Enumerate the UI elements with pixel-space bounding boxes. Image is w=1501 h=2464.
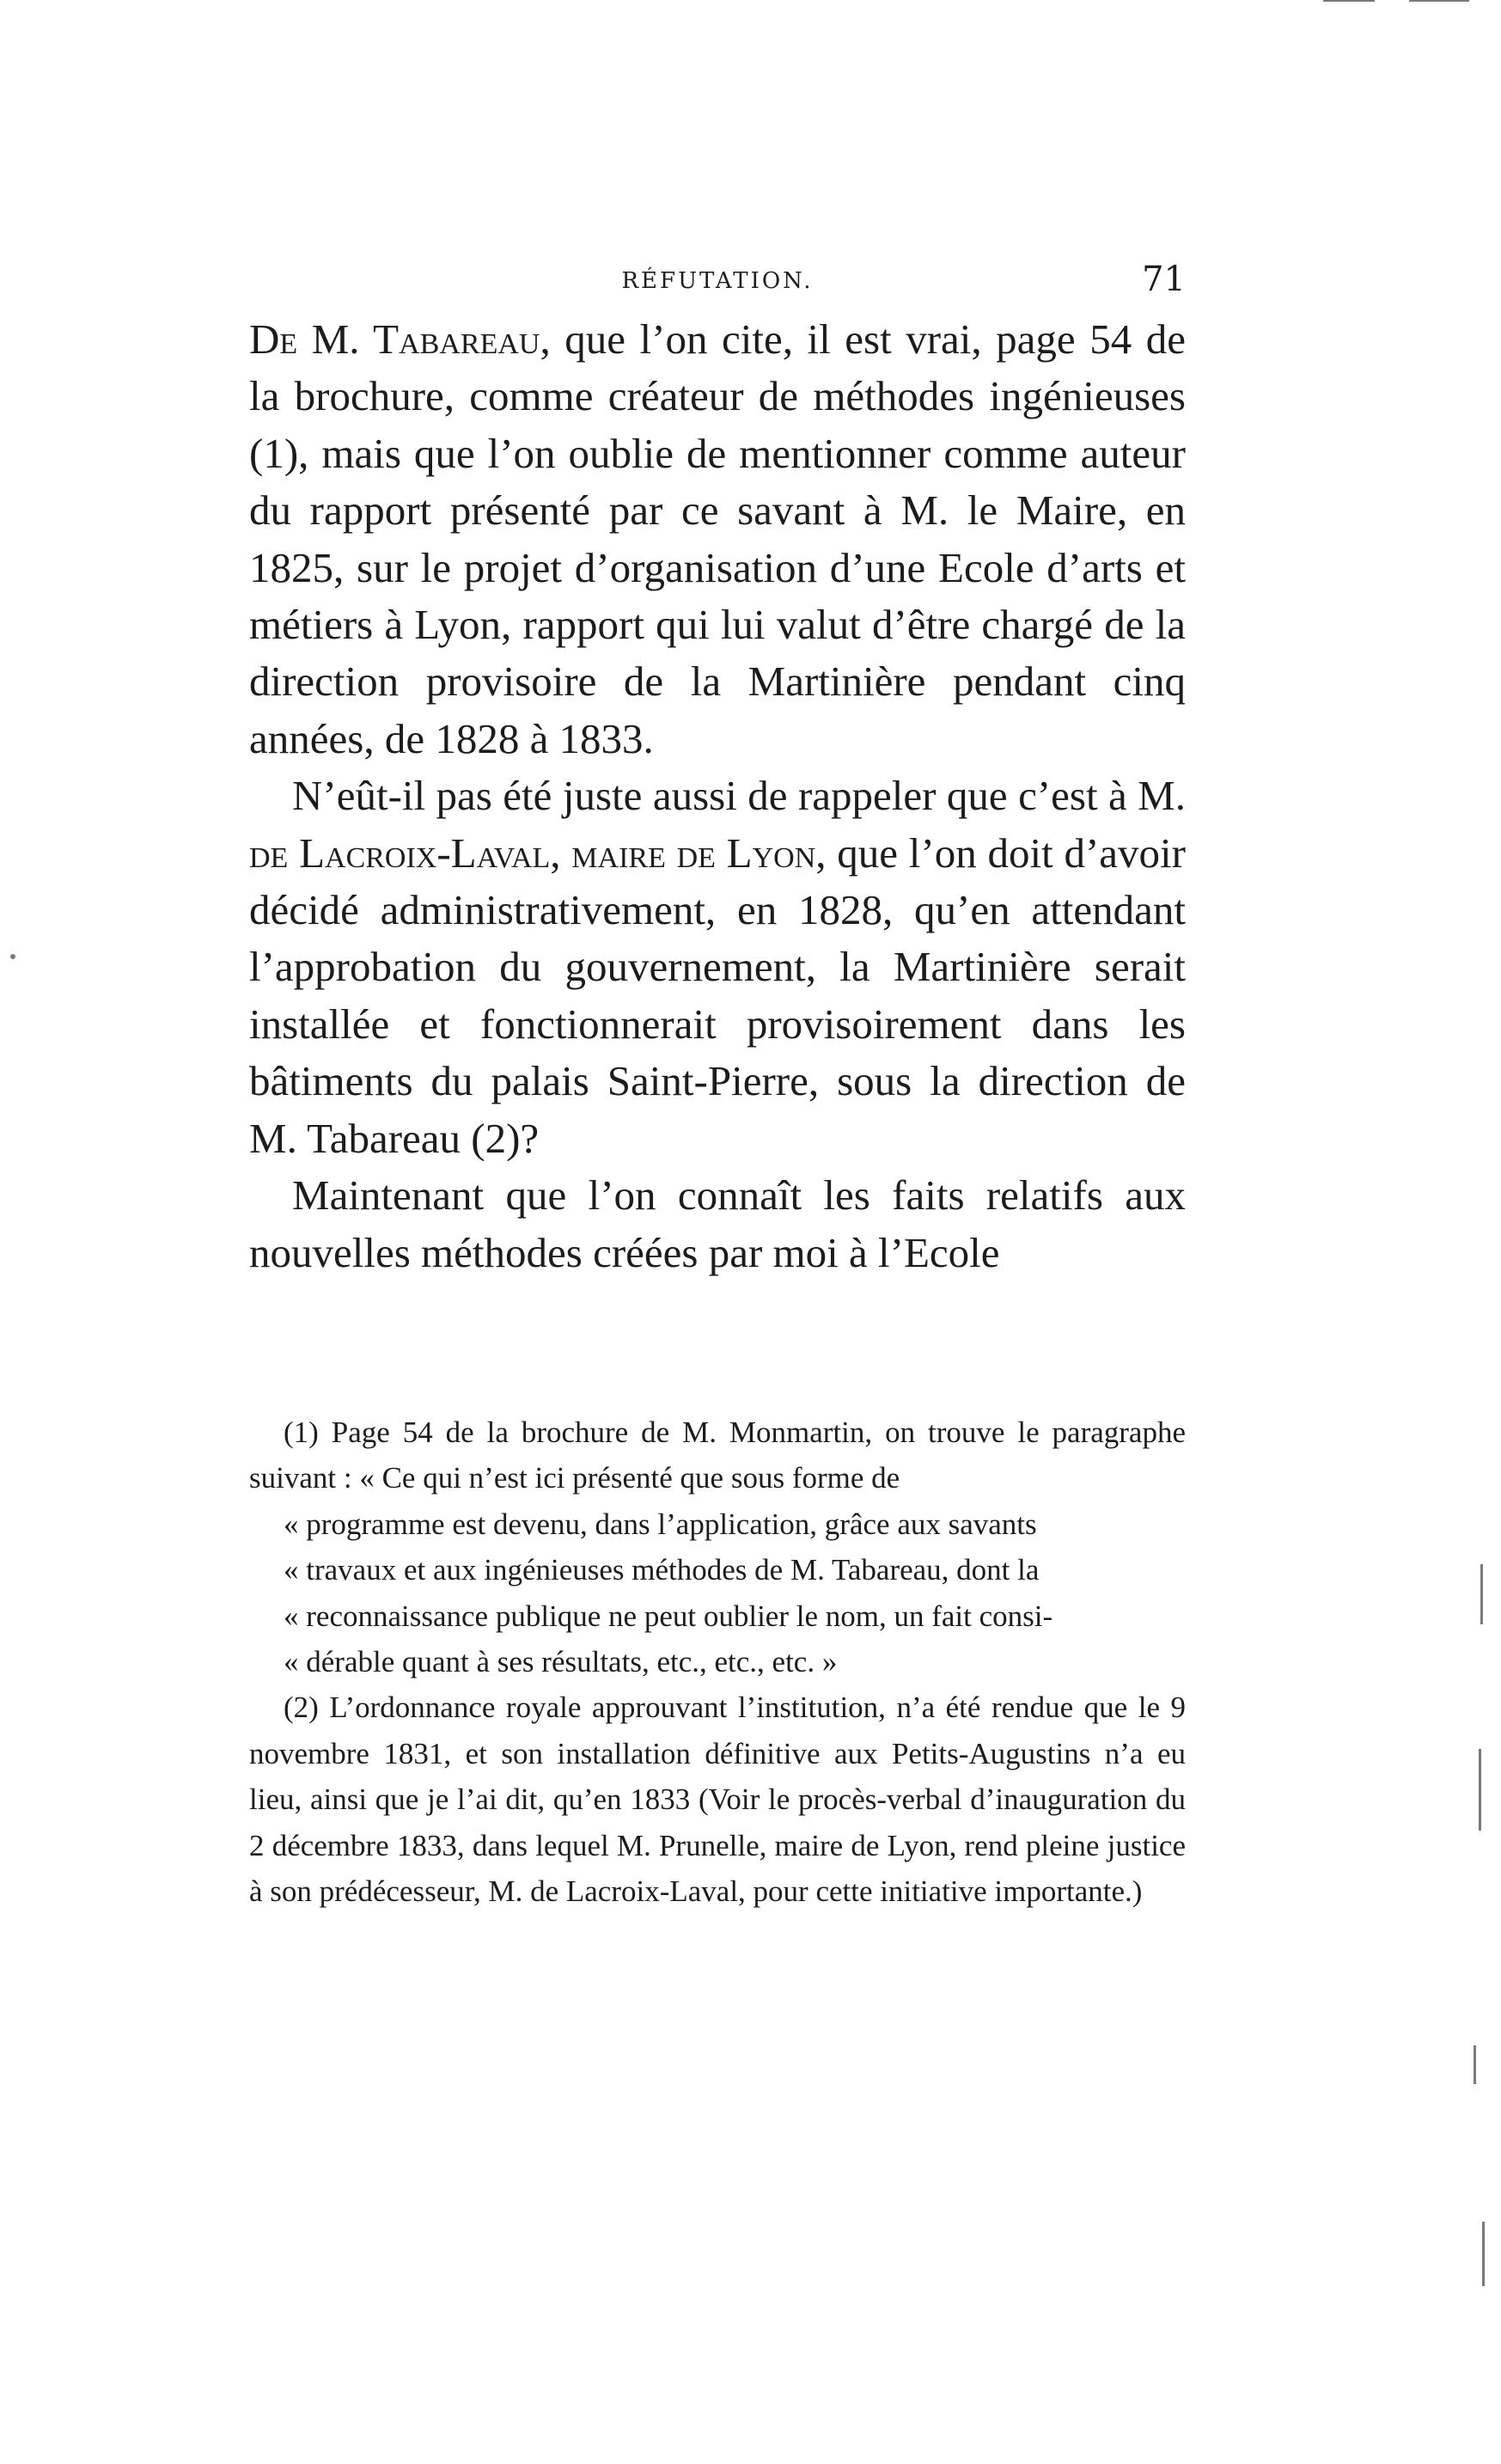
- footnote-1-quote-line: « travaux et aux ingénieuses méthodes de M. Tabareau, dont la: [284, 1553, 1040, 1587]
- paragraph-2: [249, 767, 1186, 1167]
- paragraph-2-text: , que l’on doit d’avoir décidé administrativement, en 1828, qu’en attendant l’approbation du gouvernement, la Martinière serait installée et fonctionnerait provisoirement dans les bâtiments du palais Saint-Pierre, sous la direction de M. Tabareau (2)?: [249, 828, 1186, 1162]
- running-title: RÉFUTATION.: [621, 268, 814, 294]
- footnotes: [249, 1409, 1186, 1914]
- page-number: 71: [1142, 260, 1186, 299]
- scan-mark: [1474, 2045, 1476, 2084]
- footnote-1-quote-line: « reconnaissance publique ne peut oublier le nom, un fait consi-: [284, 1599, 1053, 1633]
- person-name-tabareau: Tabareau: [373, 315, 540, 363]
- scan-mark: [1409, 0, 1469, 2]
- paragraph-1-text: , que l’on cite, il est vrai, page 54 de la brochure, comme créateur de méthodes ingénieuses (1), mais que l’on oublie de mentionner comme auteur du rapport présenté par ce savant à M. le Maire, en 1825, sur le projet d’organisation d’une Ecole d’arts et métiers à Lyon, rapport qui lui valut d’être chargé de la direction provisoire de la Martinière pendant cinq années, de 1828 à 1833.: [249, 315, 1186, 762]
- scan-mark: [1482, 2222, 1485, 2286]
- person-name-lacroix-laval: de Lacroix-Laval, maire de Lyon: [249, 828, 816, 877]
- paragraph-1-opening: De M.: [249, 315, 374, 363]
- body-text: [249, 311, 1186, 1281]
- footnote-1: [249, 1409, 1186, 1684]
- paragraph-1: [249, 311, 1186, 767]
- scan-mark: [1480, 1564, 1483, 1624]
- scan-mark: [1323, 0, 1375, 2]
- footnote-1-quote-line: « programme est devenu, dans l’application, grâce aux savants: [284, 1507, 1037, 1541]
- footnote-2: (2) L’ordonnance royale approuvant l’institution, n’a été rendue que le 9 novembre 1831, et son installation définitive aux Petits-Augustins n’a eu lieu, ainsi que je l’ai dit, qu’en 1833 (Voir le procès-verbal d’inauguration du 2 décembre 1833, dans lequel M. Prunelle, maire de Lyon, rend pleine justice à son prédécesseur, M. de Lacroix-Laval, pour cette initiative importante.): [249, 1691, 1186, 1909]
- footnote-1-quote-line: « dérable quant à ses résultats, etc., etc., etc. »: [284, 1645, 838, 1679]
- footnote-1-intro: (1) Page 54 de la brochure de M. Monmartin, on trouve le paragraphe suivant : « Ce qui n’est ici présenté que sous forme de: [249, 1415, 1186, 1495]
- running-head: [249, 260, 1186, 311]
- scan-mark: [1479, 1749, 1481, 1831]
- paragraph-2-start: N’eût-il pas été juste aussi de rappeler que c’est à M.: [292, 772, 1186, 820]
- paragraph-3: Maintenant que l’on connaît les faits relatifs aux nouvelles méthodes créées par moi à l’Ecole: [249, 1171, 1186, 1276]
- scan-mark: [10, 954, 15, 959]
